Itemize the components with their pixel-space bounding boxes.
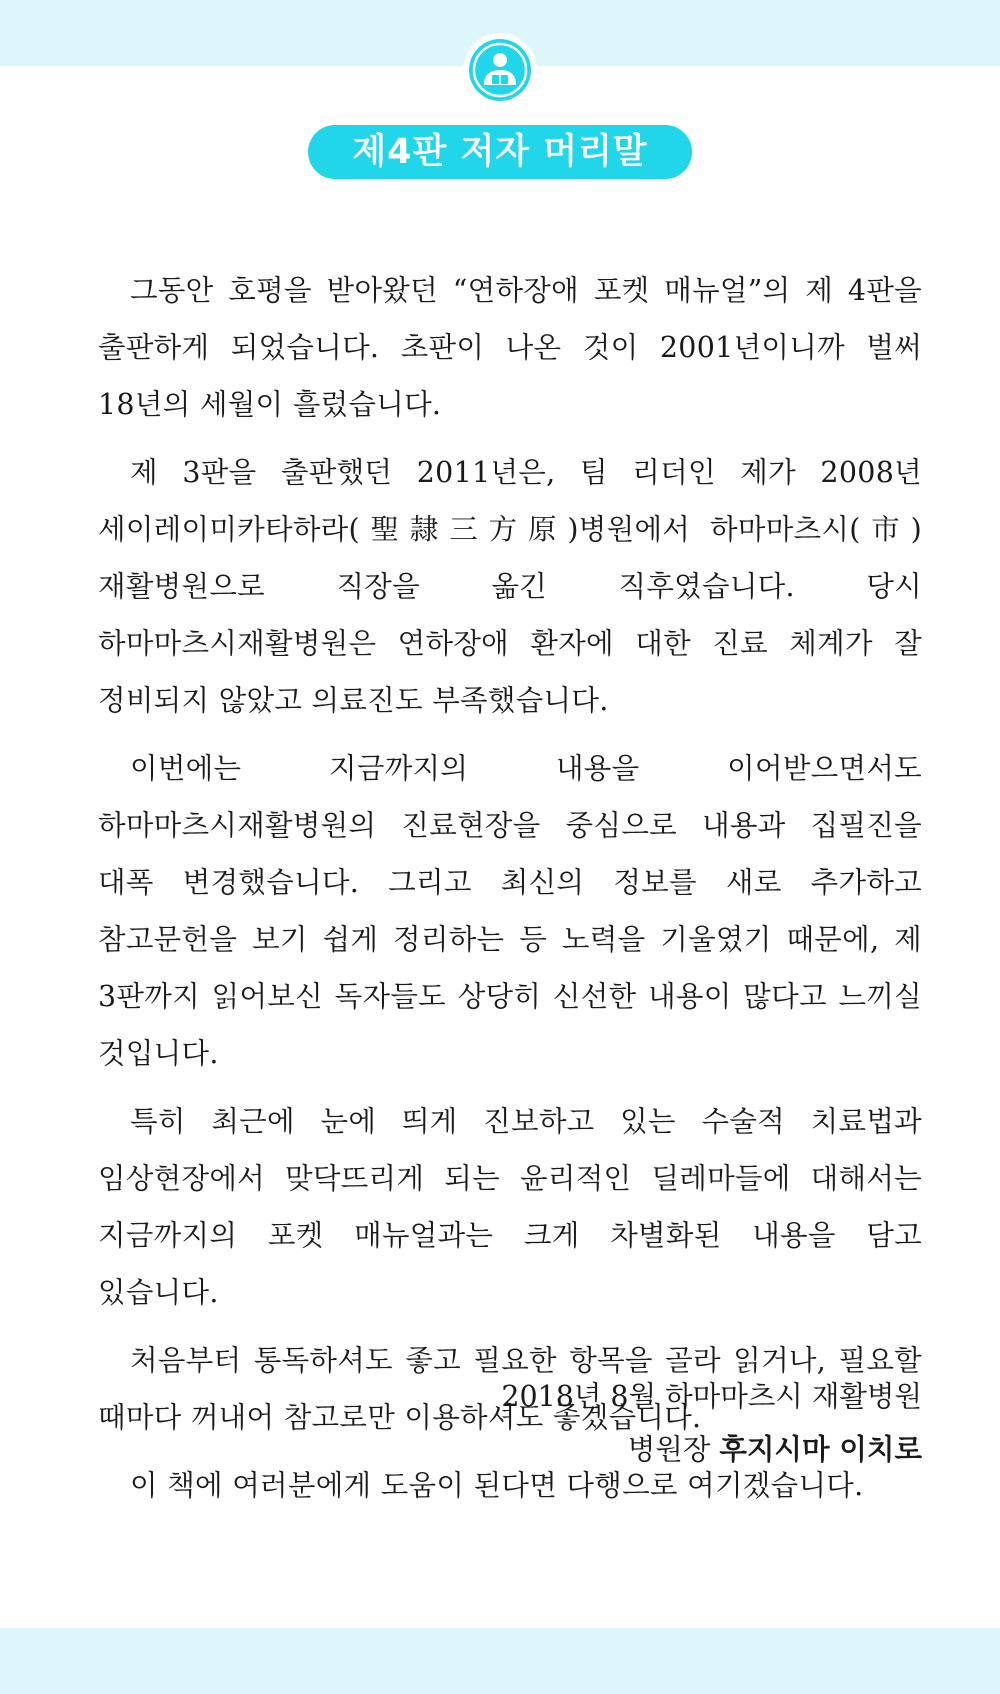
signature-date-org: 2018년 8월 하마마츠시 재활병원 <box>501 1380 922 1413</box>
bottom-decorative-band <box>0 1628 1000 1694</box>
paragraph: 그동안 호평을 받아왔던 “연하장애 포켓 매뉴얼”의 제 4판을 출판하게 되었습니다. 초판이 나온 것이 2001년이니까 벌써 18년의 세월이 흘렀습니다. <box>98 274 922 421</box>
emblem <box>463 33 537 107</box>
signature-role: 병원장 <box>627 1433 711 1466</box>
paragraph: 특히 최근에 눈에 띄게 진보하고 있는 수술적 치료법과 임상현장에서 맞닥뜨리게 되는 윤리적인 딜레마들에 대해서는 지금까지의 포켓 매뉴얼과는 크게 차별화된 내용을 담고 있습니다. <box>98 1105 922 1309</box>
signature-author <box>501 1423 922 1476</box>
page-title: 제4판 저자 머리말 <box>308 125 692 179</box>
signature-name: 후지시마 이치로 <box>719 1432 922 1466</box>
paragraph: 이 책에 여러분에게 도움이 된다면 다행으로 여기겠습니다. <box>130 1469 864 1502</box>
paragraph: 처음부터 통독하셔도 좋고 필요한 항목을 골라 읽거나, 필요할 때마다 꺼내어 참고로만 이용하셔도 좋겠습니다. <box>98 1344 922 1434</box>
paragraph: 이번에는 지금까지의 내용을 이어받으면서도 하마마츠시재활병원의 진료현장을 중심으로 내용과 집필진을 대폭 변경했습니다. 그리고 최신의 정보를 새로 추가하고 참고문헌을 보기 쉽게 정리하는 등 노력을 기울였기 때문에, 제 3판까지 읽어보신 독자들도 상당히 신선한 내용이 많다고 느끼실 것입니다. <box>98 752 922 1070</box>
preface-body <box>98 262 922 1525</box>
signature-block <box>501 1371 922 1476</box>
paragraph: 제 3판을 출판했던 2011년은, 팀 리더인 제가 2008년 세이레이미카타하라(聖隷三方原)병원에서 하마마츠시(市)재활병원으로 직장을 옮긴 직후였습니다. 당시 하마마츠시재활병원은 연하장애 환자에 대한 진료 체계가 잘 정비되지 않았고 의료진도 부족했습니다. <box>98 456 922 717</box>
person-reading-book-icon <box>467 37 533 103</box>
